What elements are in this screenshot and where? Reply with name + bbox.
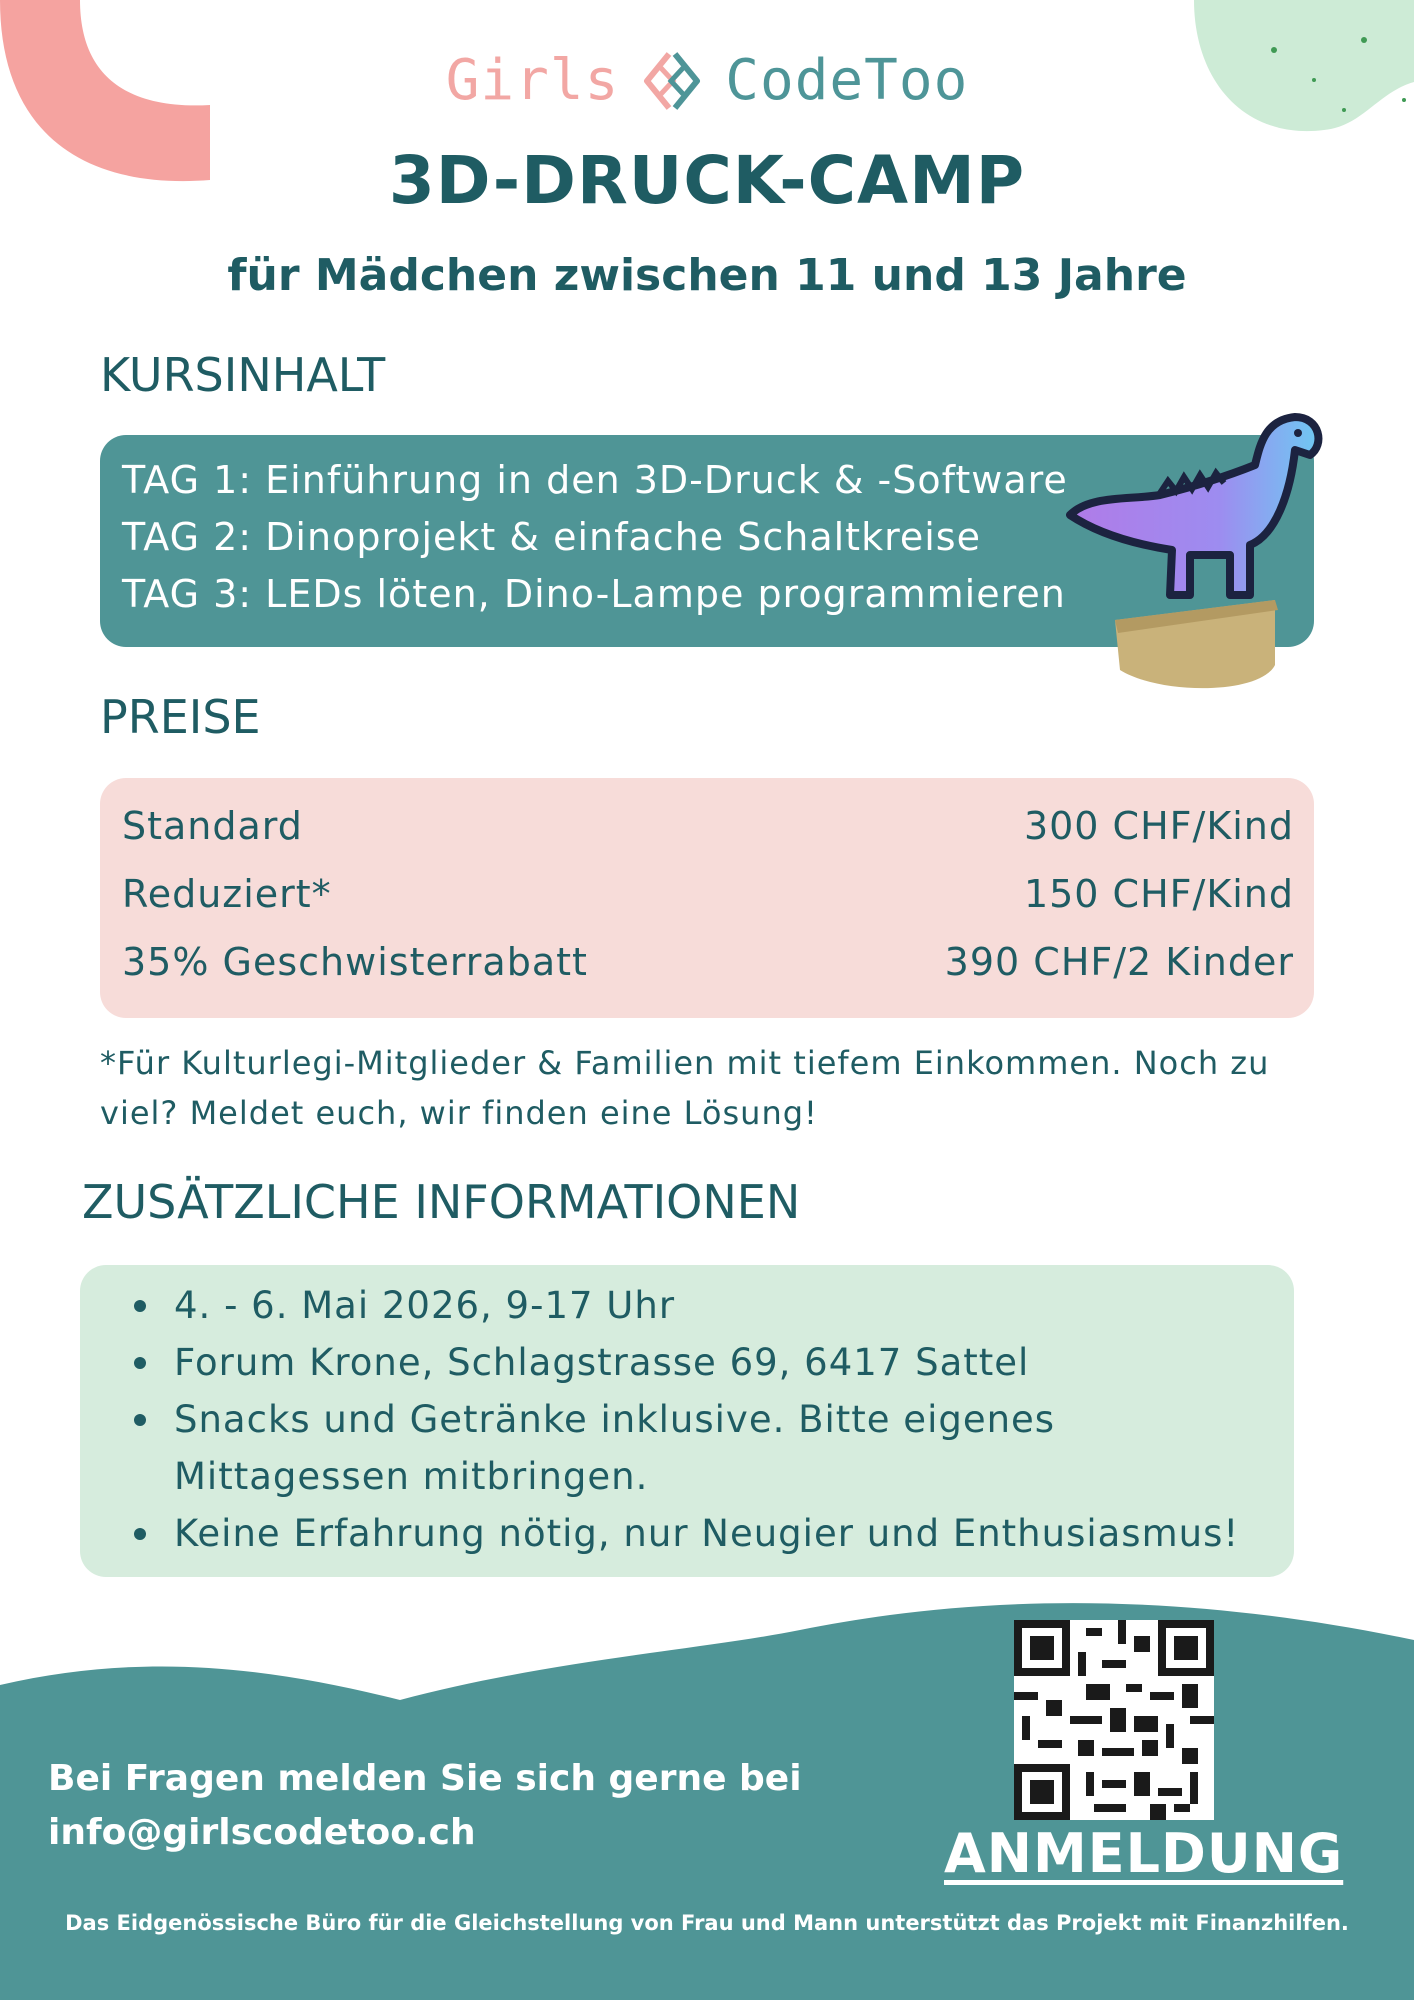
price-value: 150 CHF/Kind: [1023, 872, 1294, 916]
price-label: Reduziert*: [122, 872, 332, 916]
course-day-2: TAG 2: Dinoprojekt & einfache Schaltkreise: [122, 515, 981, 559]
logo-chevrons-icon: [637, 50, 707, 112]
qr-code-icon[interactable]: [1014, 1620, 1214, 1820]
contact-info: [48, 1752, 802, 1860]
price-row: [122, 804, 1294, 848]
info-item-location: Forum Krone, Schlagstrasse 69, 6417 Sattel: [128, 1334, 1288, 1391]
contact-email-link[interactable]: info@girlscodetoo.ch: [48, 1812, 476, 1853]
course-day-3: TAG 3: LEDs löten, Dino-Lampe programmieren: [122, 572, 1066, 616]
price-footnote: *Für Kulturlegi-Mitglieder & Familien mit tiefem Einkommen. Noch zu viel? Meldet euch, wir finden eine Lösung!: [100, 1044, 1270, 1132]
logo-text-codetoo: CodeToo: [725, 48, 969, 113]
page-subtitle: für Mädchen zwischen 11 und 13 Jahre: [227, 250, 1187, 301]
price-value: 300 CHF/Kind: [1023, 804, 1294, 848]
logo-text-girls: Girls: [445, 48, 620, 113]
info-item-date: 4. - 6. Mai 2026, 9-17 Uhr: [128, 1277, 1288, 1334]
info-item-experience: Keine Erfahrung nötig, nur Neugier und Enthusiasmus!: [128, 1505, 1288, 1562]
girlscodetoo-logo: [0, 48, 1414, 113]
contact-text: Bei Fragen melden Sie sich gerne bei: [48, 1758, 802, 1799]
dino-lamp-image: [1060, 405, 1350, 705]
price-row: [122, 940, 1294, 984]
course-day-1: TAG 1: Einführung in den 3D-Druck & -Software: [122, 458, 1068, 502]
signup-link[interactable]: ANMELDUNG: [944, 1822, 1344, 1885]
price-label: 35% Geschwisterrabatt: [122, 940, 588, 984]
price-row: [122, 872, 1294, 916]
page-title: 3D-DRUCK-CAMP: [388, 142, 1026, 219]
info-item-food: Snacks und Getränke inklusive. Bitte eigenes Mittagessen mitbringen.: [128, 1391, 1288, 1505]
price-value: 390 CHF/2 Kinder: [944, 940, 1294, 984]
info-heading: ZUSÄTZLICHE INFORMATIONEN: [82, 1175, 801, 1229]
price-label: Standard: [122, 804, 303, 848]
course-list: [122, 452, 1068, 623]
info-list: [128, 1277, 1288, 1562]
funding-note: Das Eidgenössische Büro für die Gleichstellung von Frau und Mann unterstützt das Projekt mit Finanzhilfen.: [65, 1911, 1349, 1935]
course-heading: KURSINHALT: [100, 348, 386, 402]
prices-heading: PREISE: [100, 690, 261, 744]
